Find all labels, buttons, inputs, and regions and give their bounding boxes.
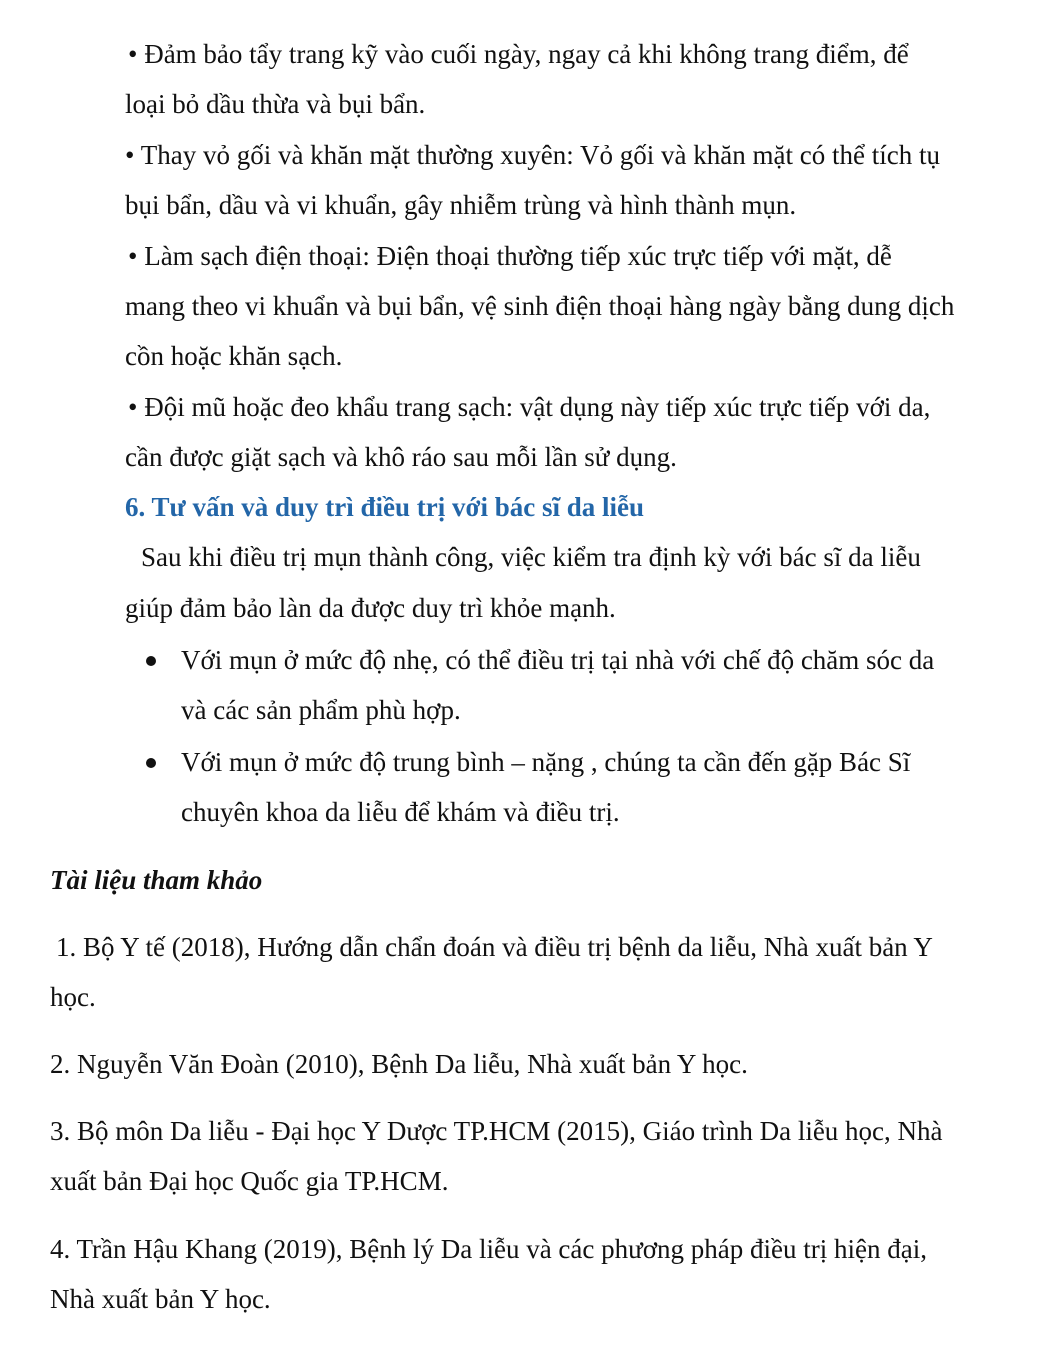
bullet-text-line: • Đội mũ hoặc đeo khẩu trang sạch: vật dụng này tiếp xúc trực tiếp với da, [128,392,931,422]
reference-line: Nhà xuất bản Y học. [50,1284,271,1314]
paragraph-line: giúp đảm bảo làn da được duy trì khỏe mạnh. [125,593,616,623]
reference-line: 1. Bộ Y tế (2018), Hướng dẫn chẩn đoán và điều trị bệnh da liễu, Nhà xuất bản Y [56,932,933,962]
section-heading: 6. Tư vấn và duy trì điều trị với bác sĩ da liễu [125,492,644,522]
list-item-line: Với mụn ở mức độ trung bình – nặng , chúng ta cần đến gặp Bác Sĩ [181,747,911,777]
reference-line: 4. Trần Hậu Khang (2019), Bệnh lý Da liễu và các phương pháp điều trị hiện đại, [50,1234,927,1264]
bullet-text-line: mang theo vi khuẩn và bụi bẩn, vệ sinh điện thoại hàng ngày bằng dung dịch [125,291,955,321]
paragraph-line: Sau khi điều trị mụn thành công, việc kiểm tra định kỳ với bác sĩ da liễu [141,542,921,572]
bullet-text-line: • Thay vỏ gối và khăn mặt thường xuyên: Vỏ gối và khăn mặt có thể tích tụ [125,140,940,170]
list-item-line: và các sản phẩm phù hợp. [181,695,461,725]
bullet-text-line: • Làm sạch điện thoại: Điện thoại thường tiếp xúc trực tiếp với mặt, dễ [128,241,892,271]
bullet-text-line: bụi bẩn, dầu và vi khuẩn, gây nhiễm trùng và hình thành mụn. [125,190,797,220]
bullet-text-line: cồn hoặc khăn sạch. [125,341,343,371]
references-title: Tài liệu tham khảo [50,865,263,895]
bullet-dot-icon [146,656,156,666]
reference-line: học. [50,982,96,1012]
bullet-text-line: • Đảm bảo tẩy trang kỹ vào cuối ngày, ngay cả khi không trang điểm, để [128,39,909,69]
bullet-text-line: loại bỏ dầu thừa và bụi bẩn. [125,89,426,119]
list-item-line: Với mụn ở mức độ nhẹ, có thể điều trị tại nhà với chế độ chăm sóc da [181,645,935,675]
reference-line: 2. Nguyễn Văn Đoàn (2010), Bệnh Da liễu, Nhà xuất bản Y học. [50,1049,748,1079]
reference-line: xuất bản Đại học Quốc gia TP.HCM. [50,1166,449,1196]
list-item-line: chuyên khoa da liễu để khám và điều trị. [181,797,620,827]
bullet-dot-icon [146,758,156,768]
reference-line: 3. Bộ môn Da liễu - Đại học Y Dược TP.HCM (2015), Giáo trình Da liễu học, Nhà [50,1116,943,1146]
bullet-text-line: cần được giặt sạch và khô ráo sau mỗi lần sử dụng. [125,442,677,472]
